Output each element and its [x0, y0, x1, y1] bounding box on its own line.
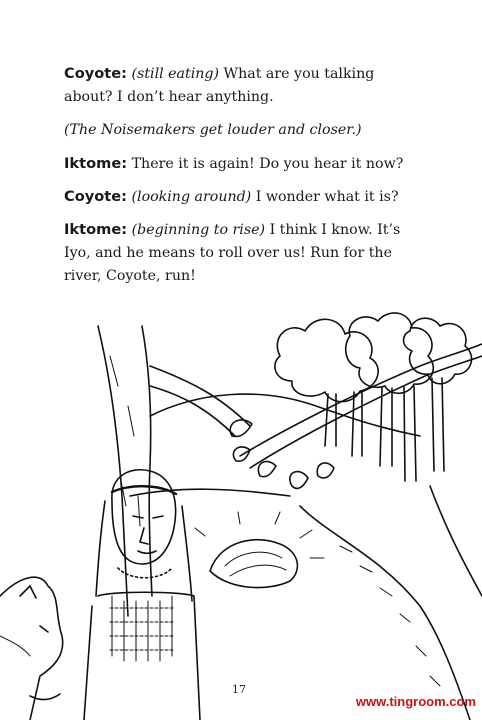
tree-trunks [325, 378, 444, 481]
speaker-name: Coyote: [64, 188, 127, 205]
speaker-name: Iktome: [64, 221, 128, 238]
dialogue-text: I wonder what it is? [251, 189, 399, 205]
coyote-head [0, 577, 63, 720]
branch [250, 356, 482, 468]
dialogue-paragraph-5 [64, 218, 409, 288]
leaves [230, 420, 334, 488]
dialogue-paragraph-1 [64, 62, 409, 109]
river [300, 486, 482, 720]
stage-direction: (still eating) [131, 66, 220, 82]
dialogue-text: There it is again! Do you hear it now? [127, 156, 404, 172]
stage-direction: (The Noisemakers get louder and closer.) [64, 122, 362, 138]
stage-direction: (looking around) [131, 189, 252, 205]
stage-direction-paragraph [64, 119, 409, 142]
story-illustration [0, 296, 482, 720]
stage-direction: (beginning to rise) [131, 222, 266, 238]
dialogue-text: I think I know. It’s Iyo, and he means to roll over us! Run for the river, Coyote, run! [64, 222, 401, 284]
ground-line [130, 489, 290, 496]
watermark-url: www.tingroom.com [355, 694, 476, 709]
page-number: 17 [232, 683, 246, 696]
dialogue-paragraph-3 [64, 152, 409, 176]
dialogue-text: What are you talking about? I don’t hear anything. [64, 66, 375, 105]
speaker-name: Iktome: [64, 155, 128, 172]
speaker-name: Coyote: [64, 65, 127, 82]
dialogue-paragraph-4 [64, 185, 409, 209]
glowing-rock [195, 512, 324, 588]
foreground-tree [98, 326, 250, 616]
iktome-figure [84, 470, 200, 720]
